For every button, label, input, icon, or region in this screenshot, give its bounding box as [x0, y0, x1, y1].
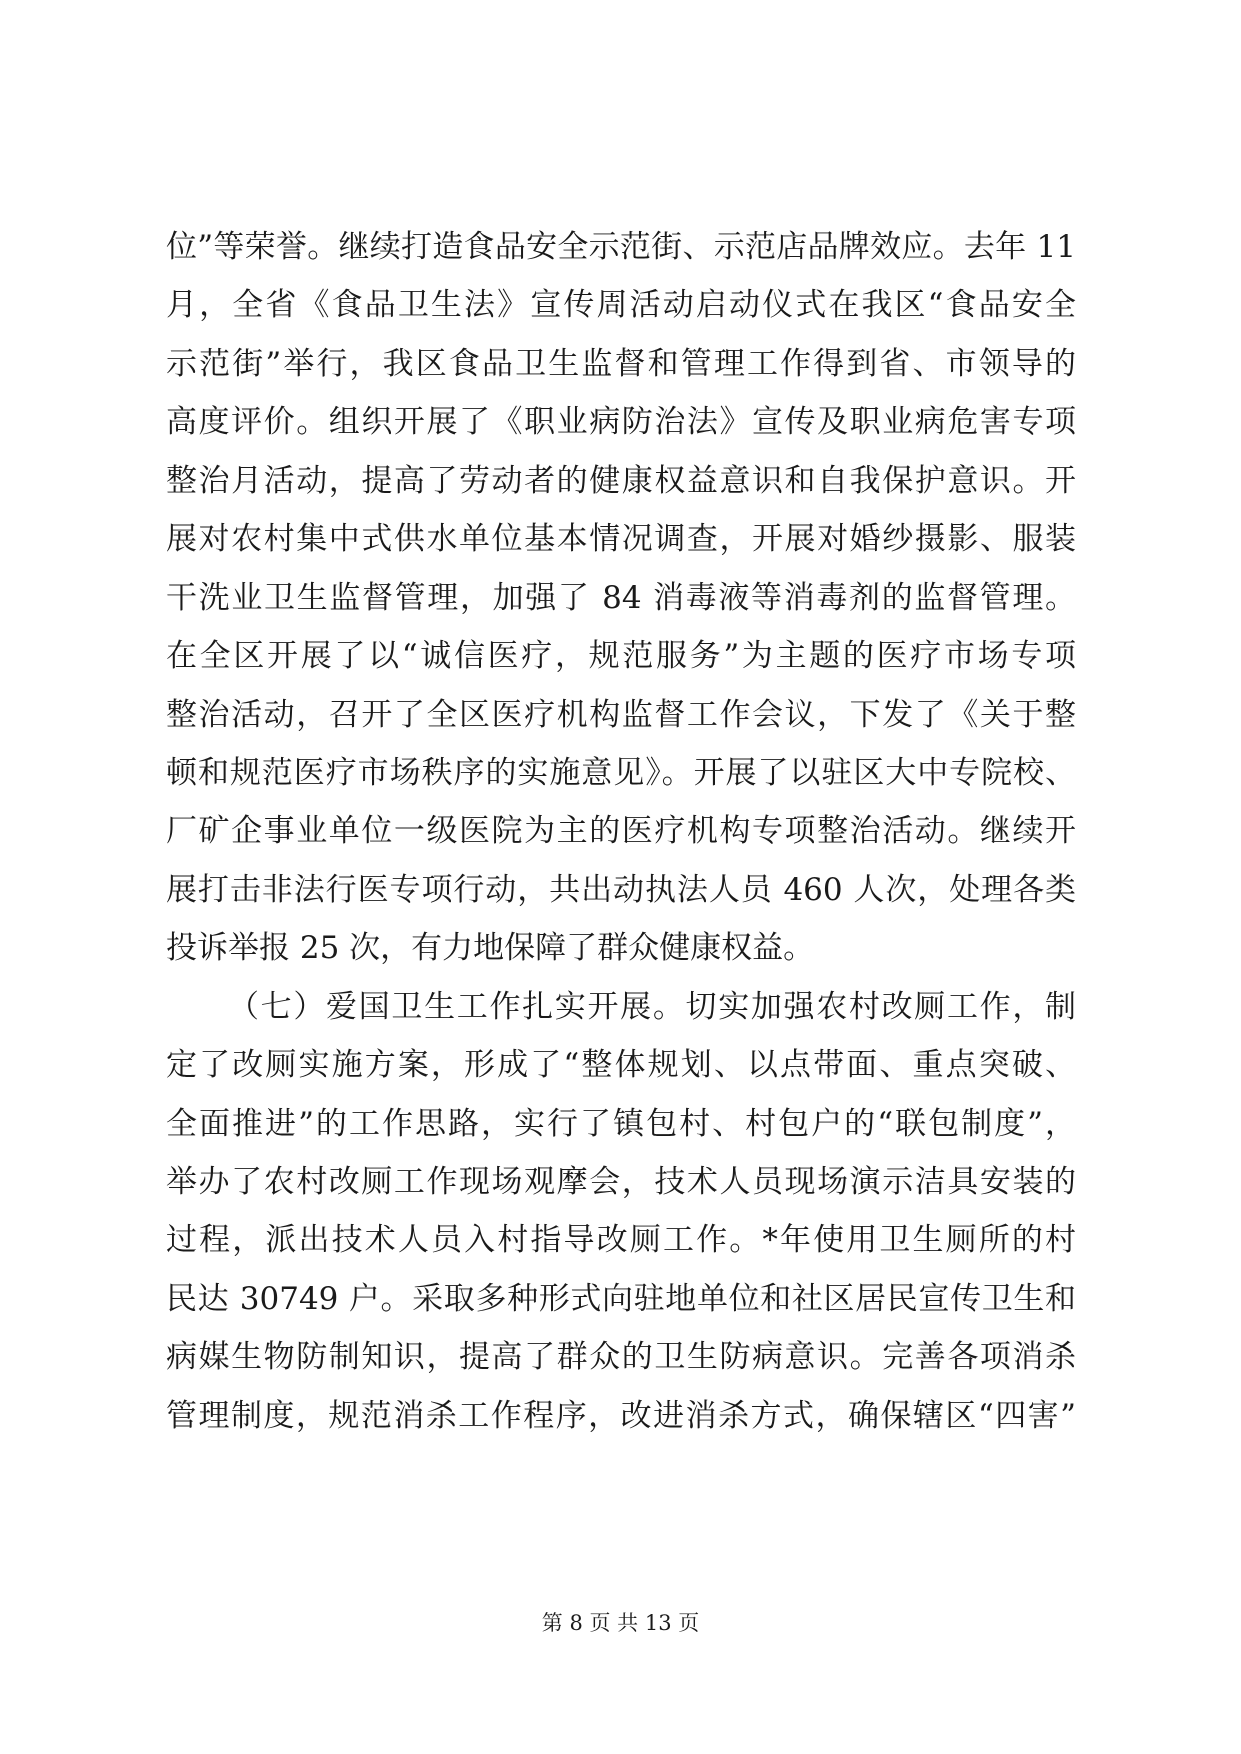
text-line: 高度评价。组织开展了《职业病防治法》宣传及职业病危害专项	[166, 404, 1076, 441]
text-line: 厂矿企事业单位一级医院为主的医疗机构专项整治活动。继续开	[166, 813, 1076, 850]
document-body	[166, 218, 1076, 1445]
text-line: 顿和规范医疗市场秩序的实施意见》。开展了以驻区大中专院校、	[166, 754, 1076, 791]
text-line: 整治月活动，提高了劳动者的健康权益意识和自我保护意识。开	[166, 462, 1076, 499]
text-line: 整治活动，召开了全区医疗机构监督工作会议，下发了《关于整	[166, 696, 1076, 733]
text-line: 在全区开展了以“诚信医疗，规范服务”为主题的医疗市场专项	[166, 638, 1076, 675]
text-line: 干洗业卫生监督管理，加强了 84 消毒液等消毒剂的监督管理。	[166, 579, 1076, 616]
text-line: 定了改厕实施方案，形成了“整体规划、以点带面、重点突破、	[166, 1047, 1076, 1084]
page-footer: 第 8 页 共 13 页	[541, 1611, 700, 1635]
text-line: 示范街”举行，我区食品卫生监督和管理工作得到省、市领导的	[166, 345, 1076, 382]
text-line: 展打击非法行医专项行动，共出动执法人员 460 人次，处理各类	[166, 871, 1076, 908]
text-line: 全面推进”的工作思路，实行了镇包村、村包户的“联包制度”，	[166, 1105, 1076, 1142]
text-line: 过程，派出技术人员入村指导改厕工作。*年使用卫生厕所的村	[166, 1222, 1076, 1259]
text-line: 举办了农村改厕工作现场观摩会，技术人员现场演示洁具安装的	[166, 1164, 1076, 1200]
text-line: 投诉举报 25 次，有力地保障了群众健康权益。	[166, 930, 815, 967]
text-line: 病媒生物防制知识，提高了群众的卫生防病意识。完善各项消杀	[166, 1339, 1076, 1376]
text-line: 展对农村集中式供水单位基本情况调查，开展对婚纱摄影、服装	[166, 521, 1076, 558]
text-line: 位”等荣誉。继续打造食品安全示范街、示范店品牌效应。去年 11	[166, 229, 1076, 265]
text-line: （七）爱国卫生工作扎实开展。切实加强农村改厕工作，制	[228, 988, 1076, 1025]
text-line: 管理制度，规范消杀工作程序，改进消杀方式，确保辖区“四害”	[166, 1397, 1076, 1434]
text-line: 民达 30749 户。采取多种形式向驻地单位和社区居民宣传卫生和	[166, 1280, 1076, 1317]
text-line: 月，全省《食品卫生法》宣传周活动启动仪式在我区“食品安全	[166, 287, 1076, 324]
